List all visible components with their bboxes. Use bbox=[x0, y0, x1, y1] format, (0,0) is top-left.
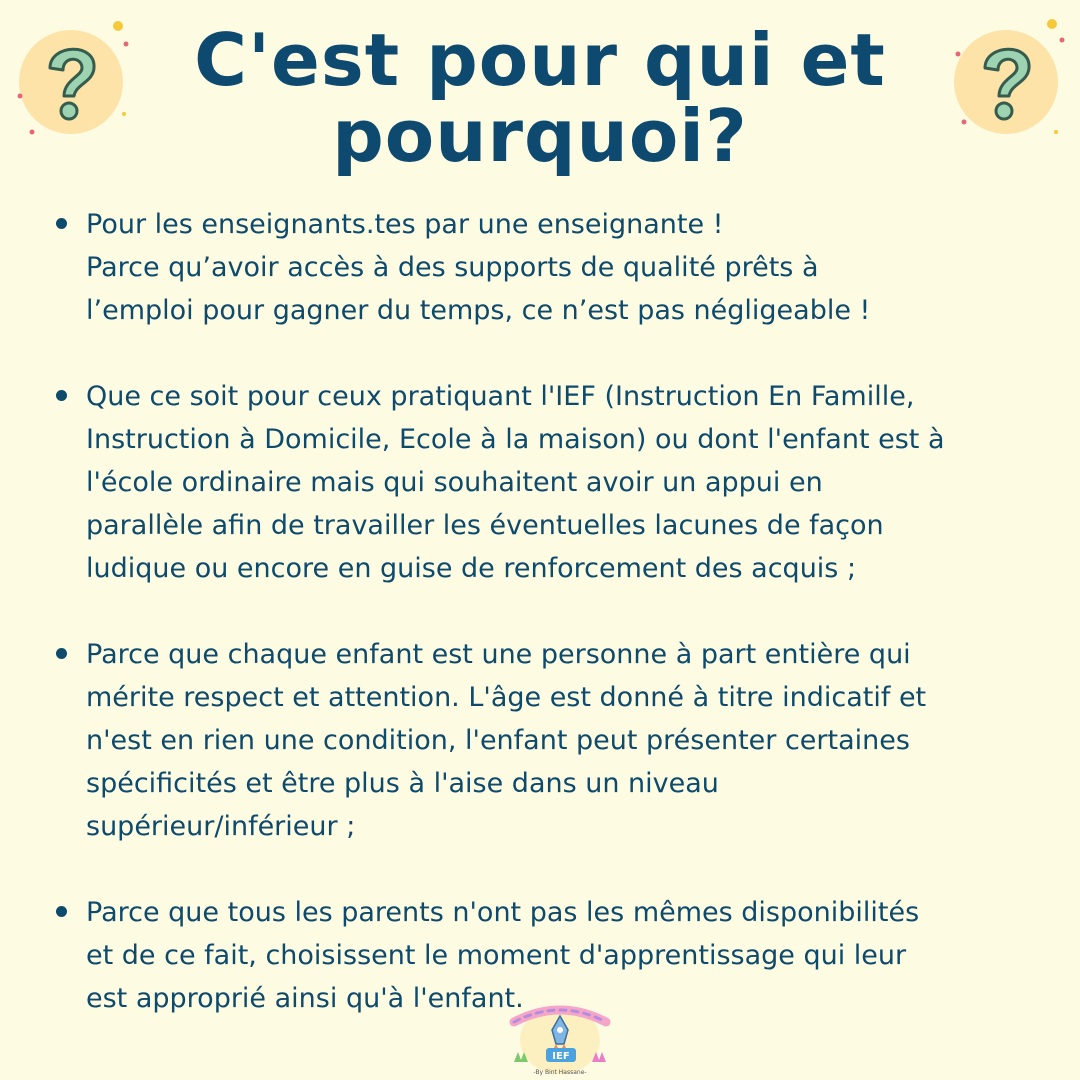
bullet-dot bbox=[56, 218, 67, 229]
bullet-dot bbox=[56, 906, 67, 917]
list-item bbox=[52, 203, 1062, 332]
bullet-text: Parce que chaque enfant est une personne à part entière qui mérite respect et attention. L'âge est donné à titre indicatif et n'est en rien une condition, l'enfant peut présenter certaines spécificités et être plus à l'aise dans un niveau supérieur/inférieur ; bbox=[86, 639, 927, 842]
svg-text:-By Bint Hassane-: -By Bint Hassane- bbox=[533, 1069, 587, 1076]
bullet-dot bbox=[56, 648, 67, 659]
bullet-text: Parce que tous les parents n'ont pas les mêmes disponibilités et de ce fait, choisissent le moment d'apprentissage qui leur est approprié ainsi qu'à l'enfant. bbox=[86, 897, 920, 1014]
bullet-list bbox=[52, 203, 1062, 1020]
question-mark-icon bbox=[944, 14, 1074, 144]
question-mark-icon bbox=[6, 14, 136, 144]
svg-text:IEF: IEF bbox=[552, 1051, 570, 1062]
list-item bbox=[52, 633, 1062, 848]
page-title bbox=[0, 18, 1080, 178]
title-line-1: C'est pour qui et bbox=[194, 18, 886, 102]
bullet-text: Que ce soit pour ceux pratiquant l'IEF (Instruction En Famille, Instruction à Domicile, Ecole à la maison) ou dont l'enfant est à l'école ordinaire mais qui souhaitent avoir un appui en parallèle afin de travailler les éventuelles lacunes de façon ludique ou encore en guise de renforcement des acquis ; bbox=[86, 381, 945, 584]
bullet-dot bbox=[56, 390, 67, 401]
title-line-2: pourquoi? bbox=[332, 94, 748, 178]
bullet-text: Pour les enseignants.tes par une enseignante ! Parce qu’avoir accès à des supports de qualité prêts à l’emploi pour gagner du temps, ce n’est pas négligeable ! bbox=[86, 209, 871, 326]
brand-logo bbox=[500, 1000, 620, 1080]
list-item bbox=[52, 375, 1062, 590]
